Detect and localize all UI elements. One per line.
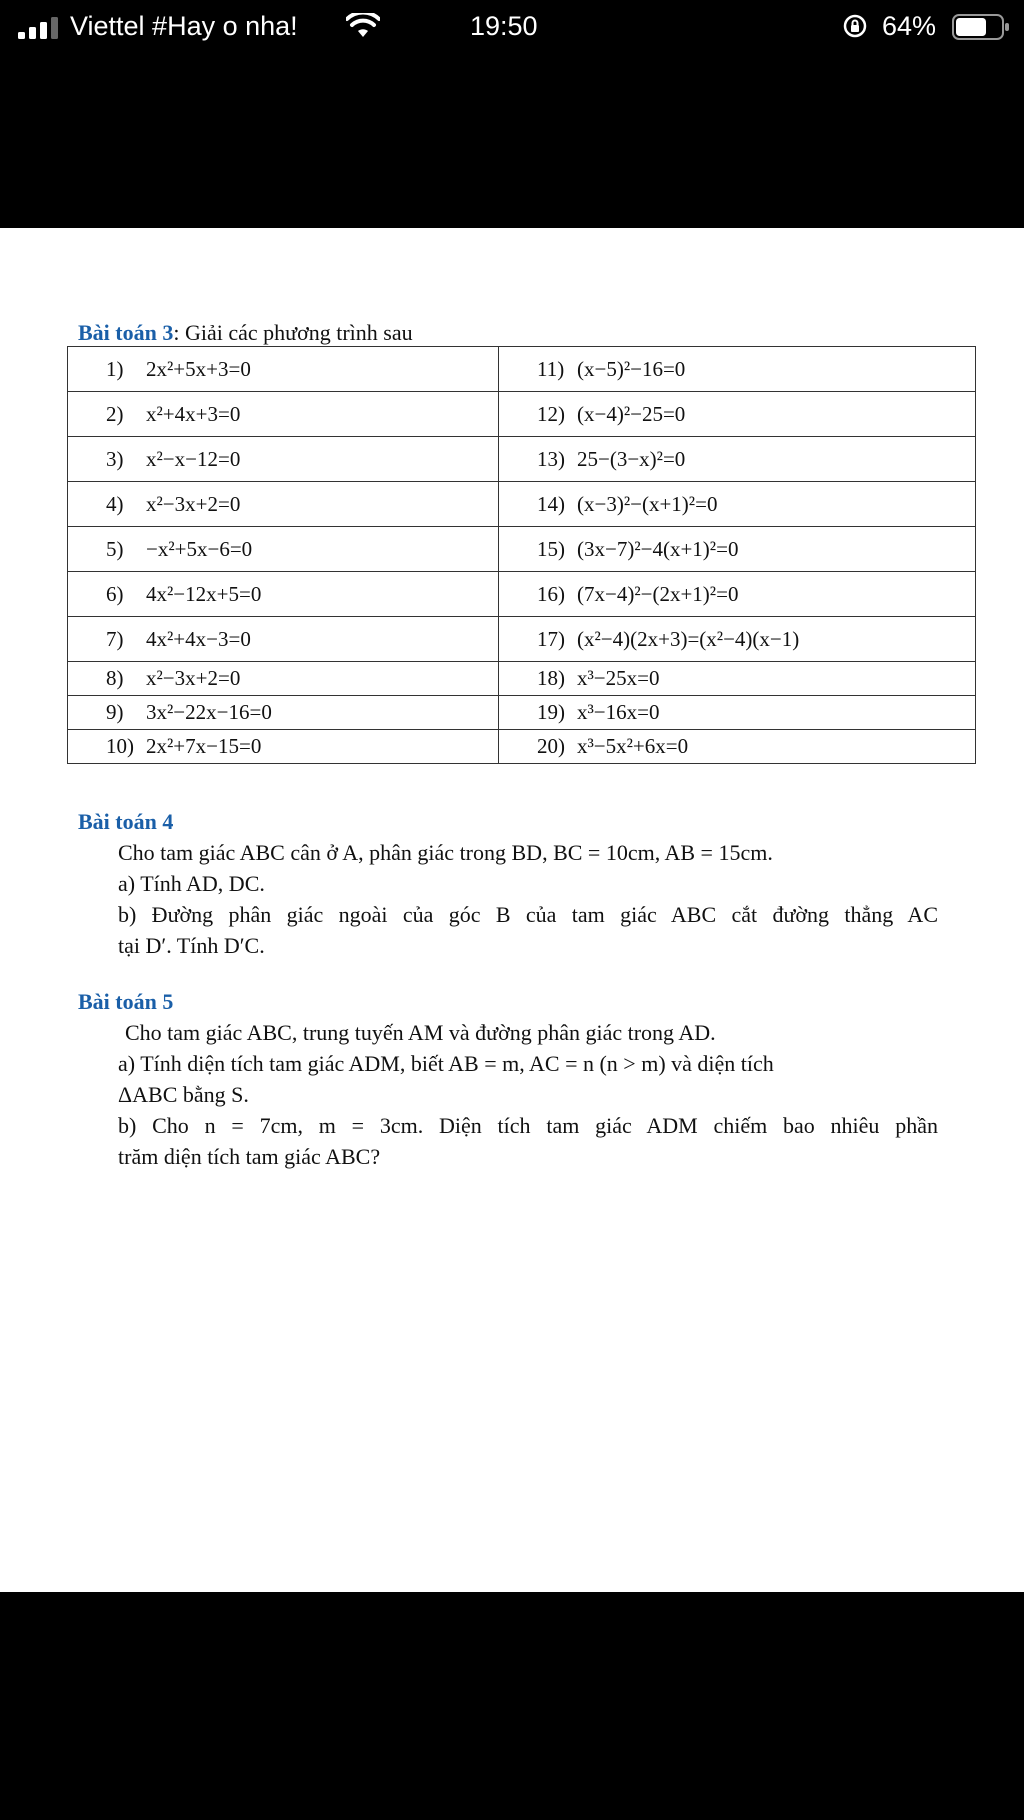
equation-cell xyxy=(68,617,499,662)
equation-cell xyxy=(499,482,976,527)
status-bar xyxy=(0,0,1024,52)
document-page xyxy=(0,228,1024,1592)
problem-3-title: Bài toán 3 xyxy=(78,320,174,345)
equation-number: 10) xyxy=(106,734,134,758)
equation-formula: x³−25x=0 xyxy=(577,666,660,690)
equation-cell xyxy=(68,437,499,482)
problem-4-line-2: a) Tính AD, DC. xyxy=(118,871,265,896)
equation-cell xyxy=(499,662,976,696)
equation-formula: x³−5x²+6x=0 xyxy=(577,734,689,758)
equation-cell xyxy=(68,392,499,437)
equation-number: 20) xyxy=(537,734,565,758)
equation-cell xyxy=(68,730,499,764)
problem-4-line-1: Cho tam giác ABC cân ở A, phân giác trong BD, BC = 10cm, AB = 15cm. xyxy=(118,840,773,865)
equation-cell xyxy=(499,437,976,482)
equation-cell xyxy=(68,572,499,617)
problem-4-line-3: b) Đường phân giác ngoài của góc B của tam giác ABC cắt đường thẳng AC xyxy=(118,902,938,927)
equation-number: 14) xyxy=(537,491,565,516)
equation-cell xyxy=(68,482,499,527)
equation-number: 3) xyxy=(106,446,124,471)
wifi-icon xyxy=(346,13,380,39)
equation-cell xyxy=(499,527,976,572)
equation-formula: 2x²+5x+3=0 xyxy=(146,356,251,381)
equation-formula: (x²−4)(2x+3)=(x²−4)(x−1) xyxy=(577,626,800,651)
problem-3-subtitle: : Giải các phương trình sau xyxy=(173,320,413,345)
equation-number: 12) xyxy=(537,401,565,426)
equation-row xyxy=(68,696,976,730)
equation-number: 7) xyxy=(106,626,124,651)
equation-cell xyxy=(499,572,976,617)
problem-4-line-4: tại D′. Tính D′C. xyxy=(118,933,265,958)
equation-cell xyxy=(68,527,499,572)
equation-formula: x²−3x+2=0 xyxy=(146,491,241,516)
equation-cell xyxy=(68,696,499,730)
equation-number: 9) xyxy=(106,700,124,724)
equation-cell xyxy=(499,392,976,437)
equation-row xyxy=(68,392,976,437)
equation-cell xyxy=(68,662,499,696)
equation-formula: −x²+5x−6=0 xyxy=(146,536,253,561)
equation-cell xyxy=(499,730,976,764)
equations-table xyxy=(67,346,976,764)
equation-formula: x²−x−12=0 xyxy=(146,446,241,471)
problem-4-title: Bài toán 4 xyxy=(78,809,174,834)
carrier-name: Viettel #Hay o nha! xyxy=(70,11,298,41)
equation-number: 15) xyxy=(537,536,565,561)
equation-formula: 2x²+7x−15=0 xyxy=(146,734,262,758)
equation-cell xyxy=(499,696,976,730)
equation-number: 4) xyxy=(106,491,124,516)
equation-formula: x²−3x+2=0 xyxy=(146,666,241,690)
rotation-lock-icon xyxy=(842,13,868,39)
equation-formula: (3x−7)²−4(x+1)²=0 xyxy=(577,536,739,561)
equation-row xyxy=(68,662,976,696)
equation-row xyxy=(68,482,976,527)
equation-row xyxy=(68,437,976,482)
problem-4 xyxy=(78,806,938,961)
equation-number: 2) xyxy=(106,401,124,426)
equation-formula: (x−3)²−(x+1)²=0 xyxy=(577,491,718,516)
equation-formula: 25−(3−x)²=0 xyxy=(577,446,686,471)
problem-5-title: Bài toán 5 xyxy=(78,989,174,1014)
equation-number: 8) xyxy=(106,666,124,690)
cellular-signal-icon xyxy=(18,17,62,39)
problem-5-line-5: trăm diện tích tam giác ABC? xyxy=(118,1144,381,1169)
equation-number: 19) xyxy=(537,700,565,724)
problem-5-line-1: Cho tam giác ABC, trung tuyến AM và đường phân giác trong AD. xyxy=(125,1020,716,1045)
equation-cell xyxy=(499,347,976,392)
battery-icon xyxy=(952,14,1010,40)
equation-number: 6) xyxy=(106,581,124,606)
equation-formula: x²+4x+3=0 xyxy=(146,401,241,426)
equation-number: 18) xyxy=(537,666,565,690)
equation-formula: 4x²+4x−3=0 xyxy=(146,626,251,651)
equation-formula: 4x²−12x+5=0 xyxy=(146,581,262,606)
equation-row xyxy=(68,527,976,572)
battery-percentage: 64% xyxy=(882,11,937,41)
equation-cell xyxy=(499,617,976,662)
problem-3-heading xyxy=(78,320,413,346)
equation-formula: (x−5)²−16=0 xyxy=(577,356,686,381)
equation-number: 13) xyxy=(537,446,565,471)
equation-row xyxy=(68,730,976,764)
equation-number: 11) xyxy=(537,356,565,381)
equation-number: 1) xyxy=(106,356,124,381)
equation-formula: (x−4)²−25=0 xyxy=(577,401,686,426)
equation-number: 5) xyxy=(106,536,124,561)
equation-row xyxy=(68,347,976,392)
equation-formula: (7x−4)²−(2x+1)²=0 xyxy=(577,581,739,606)
equation-cell xyxy=(68,347,499,392)
equation-formula: 3x²−22x−16=0 xyxy=(146,700,272,724)
problem-5-line-3: ΔABC bằng S. xyxy=(118,1082,249,1107)
equation-row xyxy=(68,617,976,662)
problem-5-line-2: a) Tính diện tích tam giác ADM, biết AB = m, AC = n (n > m) và diện tích xyxy=(118,1051,774,1076)
equation-number: 16) xyxy=(537,581,565,606)
equation-formula: x³−16x=0 xyxy=(577,700,660,724)
clock-time: 19:50 xyxy=(470,11,538,41)
problem-5-line-4: b) Cho n = 7cm, m = 3cm. Diện tích tam giác ADM chiếm bao nhiêu phần xyxy=(118,1113,938,1138)
equation-number: 17) xyxy=(537,626,565,651)
problem-5 xyxy=(78,986,938,1172)
equation-row xyxy=(68,572,976,617)
